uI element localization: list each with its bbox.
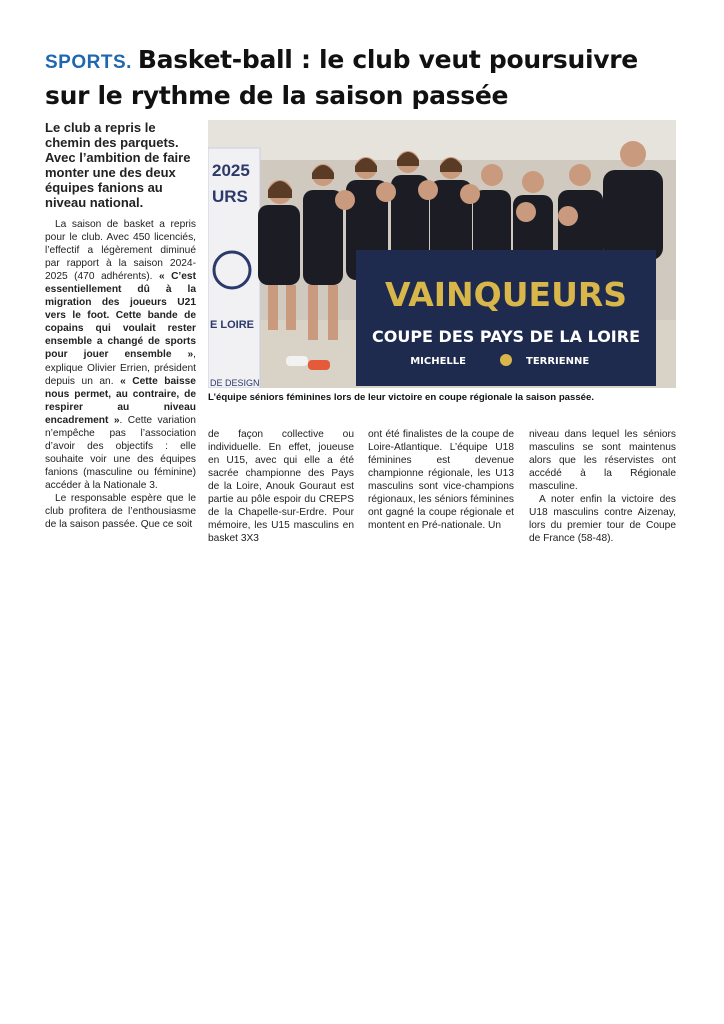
- quote: « C’est essentiellement dû à la migration des joueurs U21 vers le foot. Cette bande de copains qui voulait rester ensemble a changé de sports pour jouer ensemble »: [45, 271, 196, 361]
- body-text: La saison de basket a repris pour le club. Avec 450 licenciés, l’effectif a légèrement diminué par rapport à la saison 2024-2025 (470 adhérents).: [45, 219, 196, 283]
- section-kicker: SPORTS.: [45, 52, 132, 73]
- team-photo: [208, 120, 676, 388]
- banner-sub-text: COUPE DES PAYS DE LA LOIRE: [371, 327, 641, 346]
- lead-line: Avec l’ambition de faire: [45, 150, 191, 165]
- side-banner-loire: E LOIRE: [210, 319, 255, 331]
- body-column-1: [45, 218, 196, 531]
- body-paragraph: de façon collective ou individuelle. En effet, joueuse en U15, avec qui elle a été sacrée championne des Pays de la Loire, Anouk Gouraut est partie au pôle espoir du CREPS de la Chapelle-sur-Erdre. Pour mémoire, les U15 masculins en basket 3X3: [208, 429, 354, 545]
- body-text: , explique Olivier Errien, président depuis un an.: [45, 349, 196, 387]
- body-paragraph: Le responsable espère que le club profitera de l’enthousiasme de la saison passée. Que ce soit: [45, 492, 196, 531]
- body-paragraph: niveau dans lequel les séniors masculins se sont maintenus alors que les réservistes ont accédé à la Régionale masculine.: [529, 429, 676, 493]
- article-title: Basket-ball : le club veut poursuivre sur le rythme de la saison passée: [45, 45, 638, 110]
- body-text: . Cette variation n’empêche pas l’association d’avoir des objectifs : elle souhaite voir une des équipes fanions (masculine ou féminine) accéder à la Nationale 3.: [45, 414, 196, 491]
- quote: « Cette baisse nous permet, au contraire, de respirer au niveau encadrement »: [45, 375, 196, 426]
- body-column-2: [208, 428, 354, 545]
- article-headline: [45, 44, 685, 116]
- victory-banner: [356, 250, 656, 386]
- banner-left-sponsor: MICHELLE: [410, 356, 466, 367]
- banner-main-text: VAINQUEURS: [384, 275, 628, 314]
- side-banner-year: 2025: [212, 161, 250, 180]
- body-column-3: [368, 428, 514, 532]
- lead-line: équipes fanions au: [45, 180, 163, 195]
- article-lead: [45, 120, 195, 210]
- body-paragraph: ont été finalistes de la coupe de Loire-Atlantique. L’équipe U18 féminines est devenue championne régionale, les U13 masculins sont vice-champions régionaux, les séniors féminines ont gagné la coupe régionale et montent en Pré-nationale. Un: [368, 429, 514, 532]
- side-banner-bottom: DE DESIGN: [210, 378, 260, 388]
- lead-line: niveau national.: [45, 195, 144, 210]
- body-column-4: [529, 428, 676, 545]
- lead-line: monter une des deux: [45, 165, 176, 180]
- lead-line: Le club a repris le: [45, 120, 156, 135]
- banner-logo-icon: [500, 354, 512, 366]
- banner-right-sponsor: TERRIENNE: [526, 356, 590, 367]
- team-photo-illustration: [208, 120, 676, 388]
- lead-line: chemin des parquets.: [45, 135, 179, 150]
- side-banner: [208, 148, 260, 388]
- body-paragraph: A noter enfin la victoire des U18 masculins contre Aizenay, lors du premier tour de Coupe de France (58-48).: [529, 494, 676, 545]
- side-banner-text: URS: [212, 187, 248, 206]
- photo-caption: L’équipe séniors féminines lors de leur victoire en coupe régionale la saison passée.: [208, 392, 595, 403]
- body-paragraph: [45, 218, 196, 492]
